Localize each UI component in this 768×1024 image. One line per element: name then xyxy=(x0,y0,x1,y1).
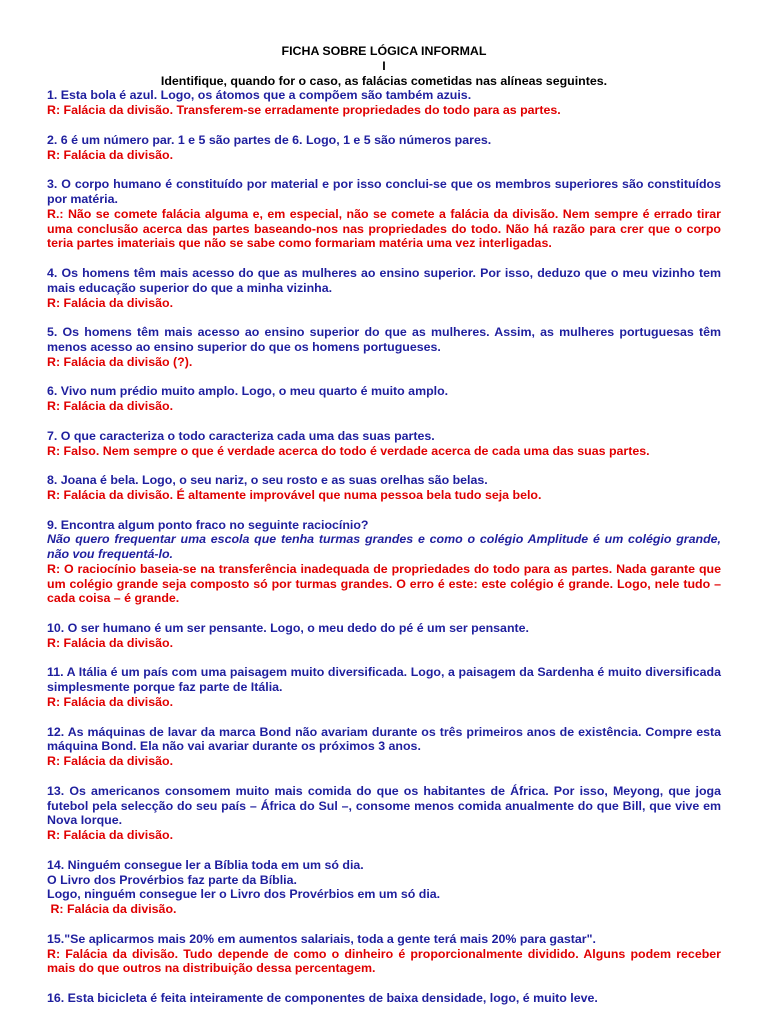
exercise-item-6 xyxy=(47,384,721,414)
answer-15: R: Falácia da divisão. Tudo depende de como o dinheiro é proporcionalmente dividido. Alguns podem receber mais do que outros na distribuição dessa percentagem. xyxy=(47,946,721,976)
question-10: 10. O ser humano é um ser pensante. Logo, o meu dedo do pé é um ser pensante. xyxy=(47,621,529,636)
section-number: I xyxy=(382,58,386,73)
exercise-item-14 xyxy=(47,858,721,917)
question-4: 4. Os homens têm mais acesso do que as mulheres ao ensino superior. Por isso, deduzo que o meu vizinho tem mais educação superior do que a minha vizinha. xyxy=(47,265,721,295)
exercise-item-12 xyxy=(47,725,721,769)
exercise-item-7 xyxy=(47,429,721,459)
document-page xyxy=(47,44,721,1021)
answer-10: R: Falácia da divisão. xyxy=(47,635,174,650)
document-title: FICHA SOBRE LÓGICA INFORMAL xyxy=(281,44,487,58)
question-12: 12. As máquinas de lavar da marca Bond não avariam durante os três primeiros anos de existência. Compre esta máquina Bond. Ela não vai avariar durante os próximos 3 anos. xyxy=(47,724,721,754)
answer-1: R: Falácia da divisão. Transferem-se erradamente propriedades do todo para as partes. xyxy=(47,103,561,118)
question-1: 1. Esta bola é azul. Logo, os átomos que a compõem são também azuis. xyxy=(47,88,472,103)
answer-9: R: O raciocínio baseia-se na transferência inadequada de propriedades do todo para as partes. Nada garante que um colégio grande seja composto só por turmas grandes. O erro é este: este colégio é grande. Logo, nele tudo – cada coisa – é grande. xyxy=(47,561,721,606)
question-11: 11. A Itália é um país com uma paisagem muito diversificada. Logo, a paisagem da Sardenha é muito diversificada simplesmente porque faz parte de Itália. xyxy=(47,665,721,695)
answer-11: R: Falácia da divisão. xyxy=(47,695,174,710)
answer-3: R.: Não se comete falácia alguma e, em especial, não se comete a falácia da divisão. Nem sempre é errado tirar uma conclusão acerca das partes baseando-nos nas propriedades do todo. Não há razão para crer que o corpo teria partes imateriais que não se sabe como formariam matéria uma vez interligadas. xyxy=(47,206,721,251)
exercise-item-3 xyxy=(47,177,721,251)
exercise-item-2 xyxy=(47,133,721,163)
exercise-item-9 xyxy=(47,518,721,607)
question-15: 15."Se aplicarmos mais 20% em aumentos salariais, toda a gente terá mais 20% para gastar". xyxy=(47,931,596,946)
question-8: 8. Joana é bela. Logo, o seu nariz, o seu rosto e as suas orelhas são belas. xyxy=(47,473,488,488)
exercise-item-4 xyxy=(47,266,721,310)
exercise-item-13 xyxy=(47,784,721,843)
exercise-item-15 xyxy=(47,932,721,976)
exercise-item-10 xyxy=(47,621,721,651)
answer-2: R: Falácia da divisão. xyxy=(47,147,174,162)
exercise-item-8 xyxy=(47,473,721,503)
exercise-item-16 xyxy=(47,991,721,1006)
answer-6: R: Falácia da divisão. xyxy=(47,399,174,414)
exercise-item-11 xyxy=(47,665,721,709)
exercise-item-5 xyxy=(47,325,721,369)
question-2: 2. 6 é um número par. 1 e 5 são partes de 6. Logo, 1 e 5 são números pares. xyxy=(47,132,492,147)
answer-4: R: Falácia da divisão. xyxy=(47,295,174,310)
question-6: 6. Vivo num prédio muito amplo. Logo, o meu quarto é muito amplo. xyxy=(47,384,449,399)
question-13: 13. Os americanos consomem muito mais comida do que os habitantes de África. Por isso, Meyong, que joga futebol pela selecção do seu país – África do Sul –, consome menos comida anualmente do que Bill, que vive em Nova Iorque. xyxy=(47,783,721,828)
answer-8: R: Falácia da divisão. É altamente improvável que numa pessoa bela tudo seja belo. xyxy=(47,487,542,502)
question-14-line-1: 14. Ninguém consegue ler a Bíblia toda em um só dia. xyxy=(47,857,364,872)
answer-5: R: Falácia da divisão (?). xyxy=(47,354,193,369)
question-9: 9. Encontra algum ponto fraco no seguinte raciocínio? xyxy=(47,517,369,532)
answer-13: R: Falácia da divisão. xyxy=(47,828,174,843)
question-7: 7. O que caracteriza o todo caracteriza cada uma das suas partes. xyxy=(47,428,435,443)
answer-7: R: Falso. Nem sempre o que é verdade acerca do todo é verdade acerca de cada uma das suas partes. xyxy=(47,443,650,458)
question-14-line-2: O Livro dos Provérbios faz parte da Bíblia. xyxy=(47,872,297,887)
exercise-item-1 xyxy=(47,88,721,118)
answer-12: R: Falácia da divisão. xyxy=(47,754,174,769)
question-5: 5. Os homens têm mais acesso ao ensino superior do que as mulheres. Assim, as mulheres portuguesas têm menos acesso ao ensino superior do que os homens portugueses. xyxy=(47,325,721,354)
instruction: Identifique, quando for o caso, as falácias cometidas nas alíneas seguintes. xyxy=(160,73,608,88)
quoted-reasoning-9: Não quero frequentar uma escola que tenha turmas grandes e como o colégio Amplitude é um colégio grande, não vou frequentá-lo. xyxy=(47,532,721,562)
question-3: 3. O corpo humano é constituído por material e por isso conclui-se que os membros superiores são constituídos por matéria. xyxy=(47,177,721,206)
question-14-line-3: Logo, ninguém consegue ler o Livro dos Provérbios em um só dia. xyxy=(47,887,441,902)
question-16: 16. Esta bicicleta é feita inteiramente de componentes de baixa densidade, logo, é muito leve. xyxy=(47,991,598,1005)
answer-14: R: Falácia da divisão. xyxy=(47,902,177,917)
